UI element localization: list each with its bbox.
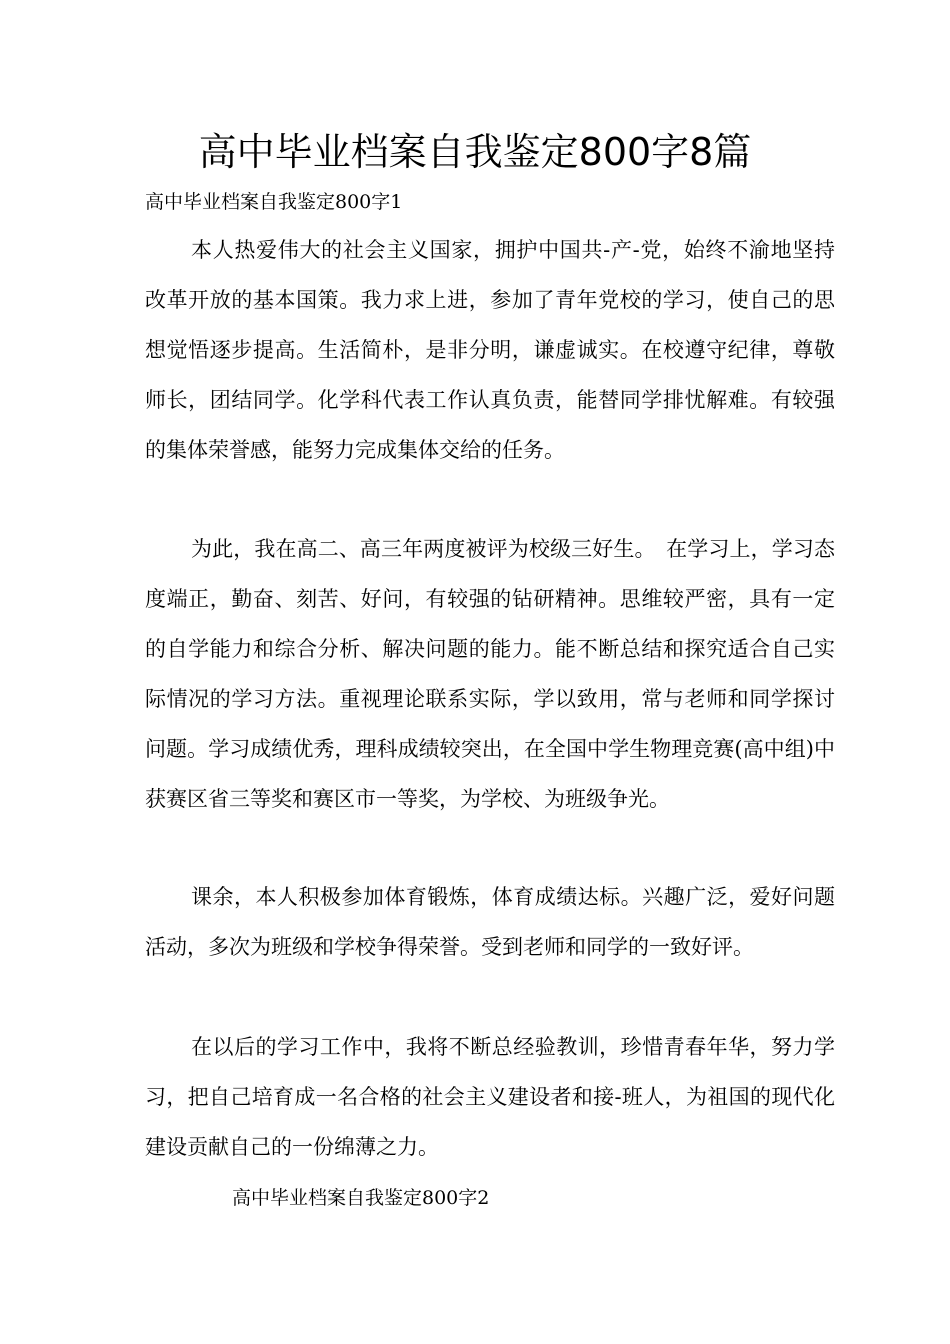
section-heading-1: 高中毕业档案自我鉴定800字1 xyxy=(145,191,403,213)
body-paragraph-1: 本人热爱伟大的社会主义国家，拥护中国共-产-党，始终不渝地坚持改革开放的基本国策。我力求上进，参加了青年党校的学习，使自己的思想觉悟逐步提高。生活简朴，是非分明，谦虚诚实。在校遵守纪律，尊敬师长，团结同学。化学科代表工作认真负责，能替同学排忧解难。有较强的集体荣誉感，能努力完成集体交给的任务。 xyxy=(145,238,835,462)
section-heading-2: 高中毕业档案自我鉴定800字2 xyxy=(232,1187,490,1209)
body-paragraph-4: 在以后的学习工作中，我将不断总经验教训，珍惜青春年华，努力学习，把自己培育成一名合格的社会主义建设者和接-班人，为祖国的现代化建设贡献自己的一份绵薄之力。 xyxy=(145,1035,835,1159)
body-paragraph-3: 课余，本人积极参加体育锻炼，体育成绩达标。兴趣广泛，爱好问题活动，多次为班级和学校争得荣誉。受到老师和同学的一致好评。 xyxy=(145,885,835,959)
body-paragraph-2: 为此，我在高二、高三年两度被评为校级三好生。 在学习上，学习态度端正，勤奋、刻苦、好问，有较强的钻研精神。思维较严密，具有一定的自学能力和综合分析、解决问题的能力。能不断总结和探究适合自己实际情况的学习方法。重视理论联系实际，学以致用，常与老师和同学探讨问题。学习成绩优秀，理科成绩较突出，在全国中学生物理竞赛(高中组)中获赛区省三等奖和赛区市一等奖，为学校、为班级争光。 xyxy=(145,537,835,811)
document-title: 高中毕业档案自我鉴定800字8篇 xyxy=(198,130,752,174)
